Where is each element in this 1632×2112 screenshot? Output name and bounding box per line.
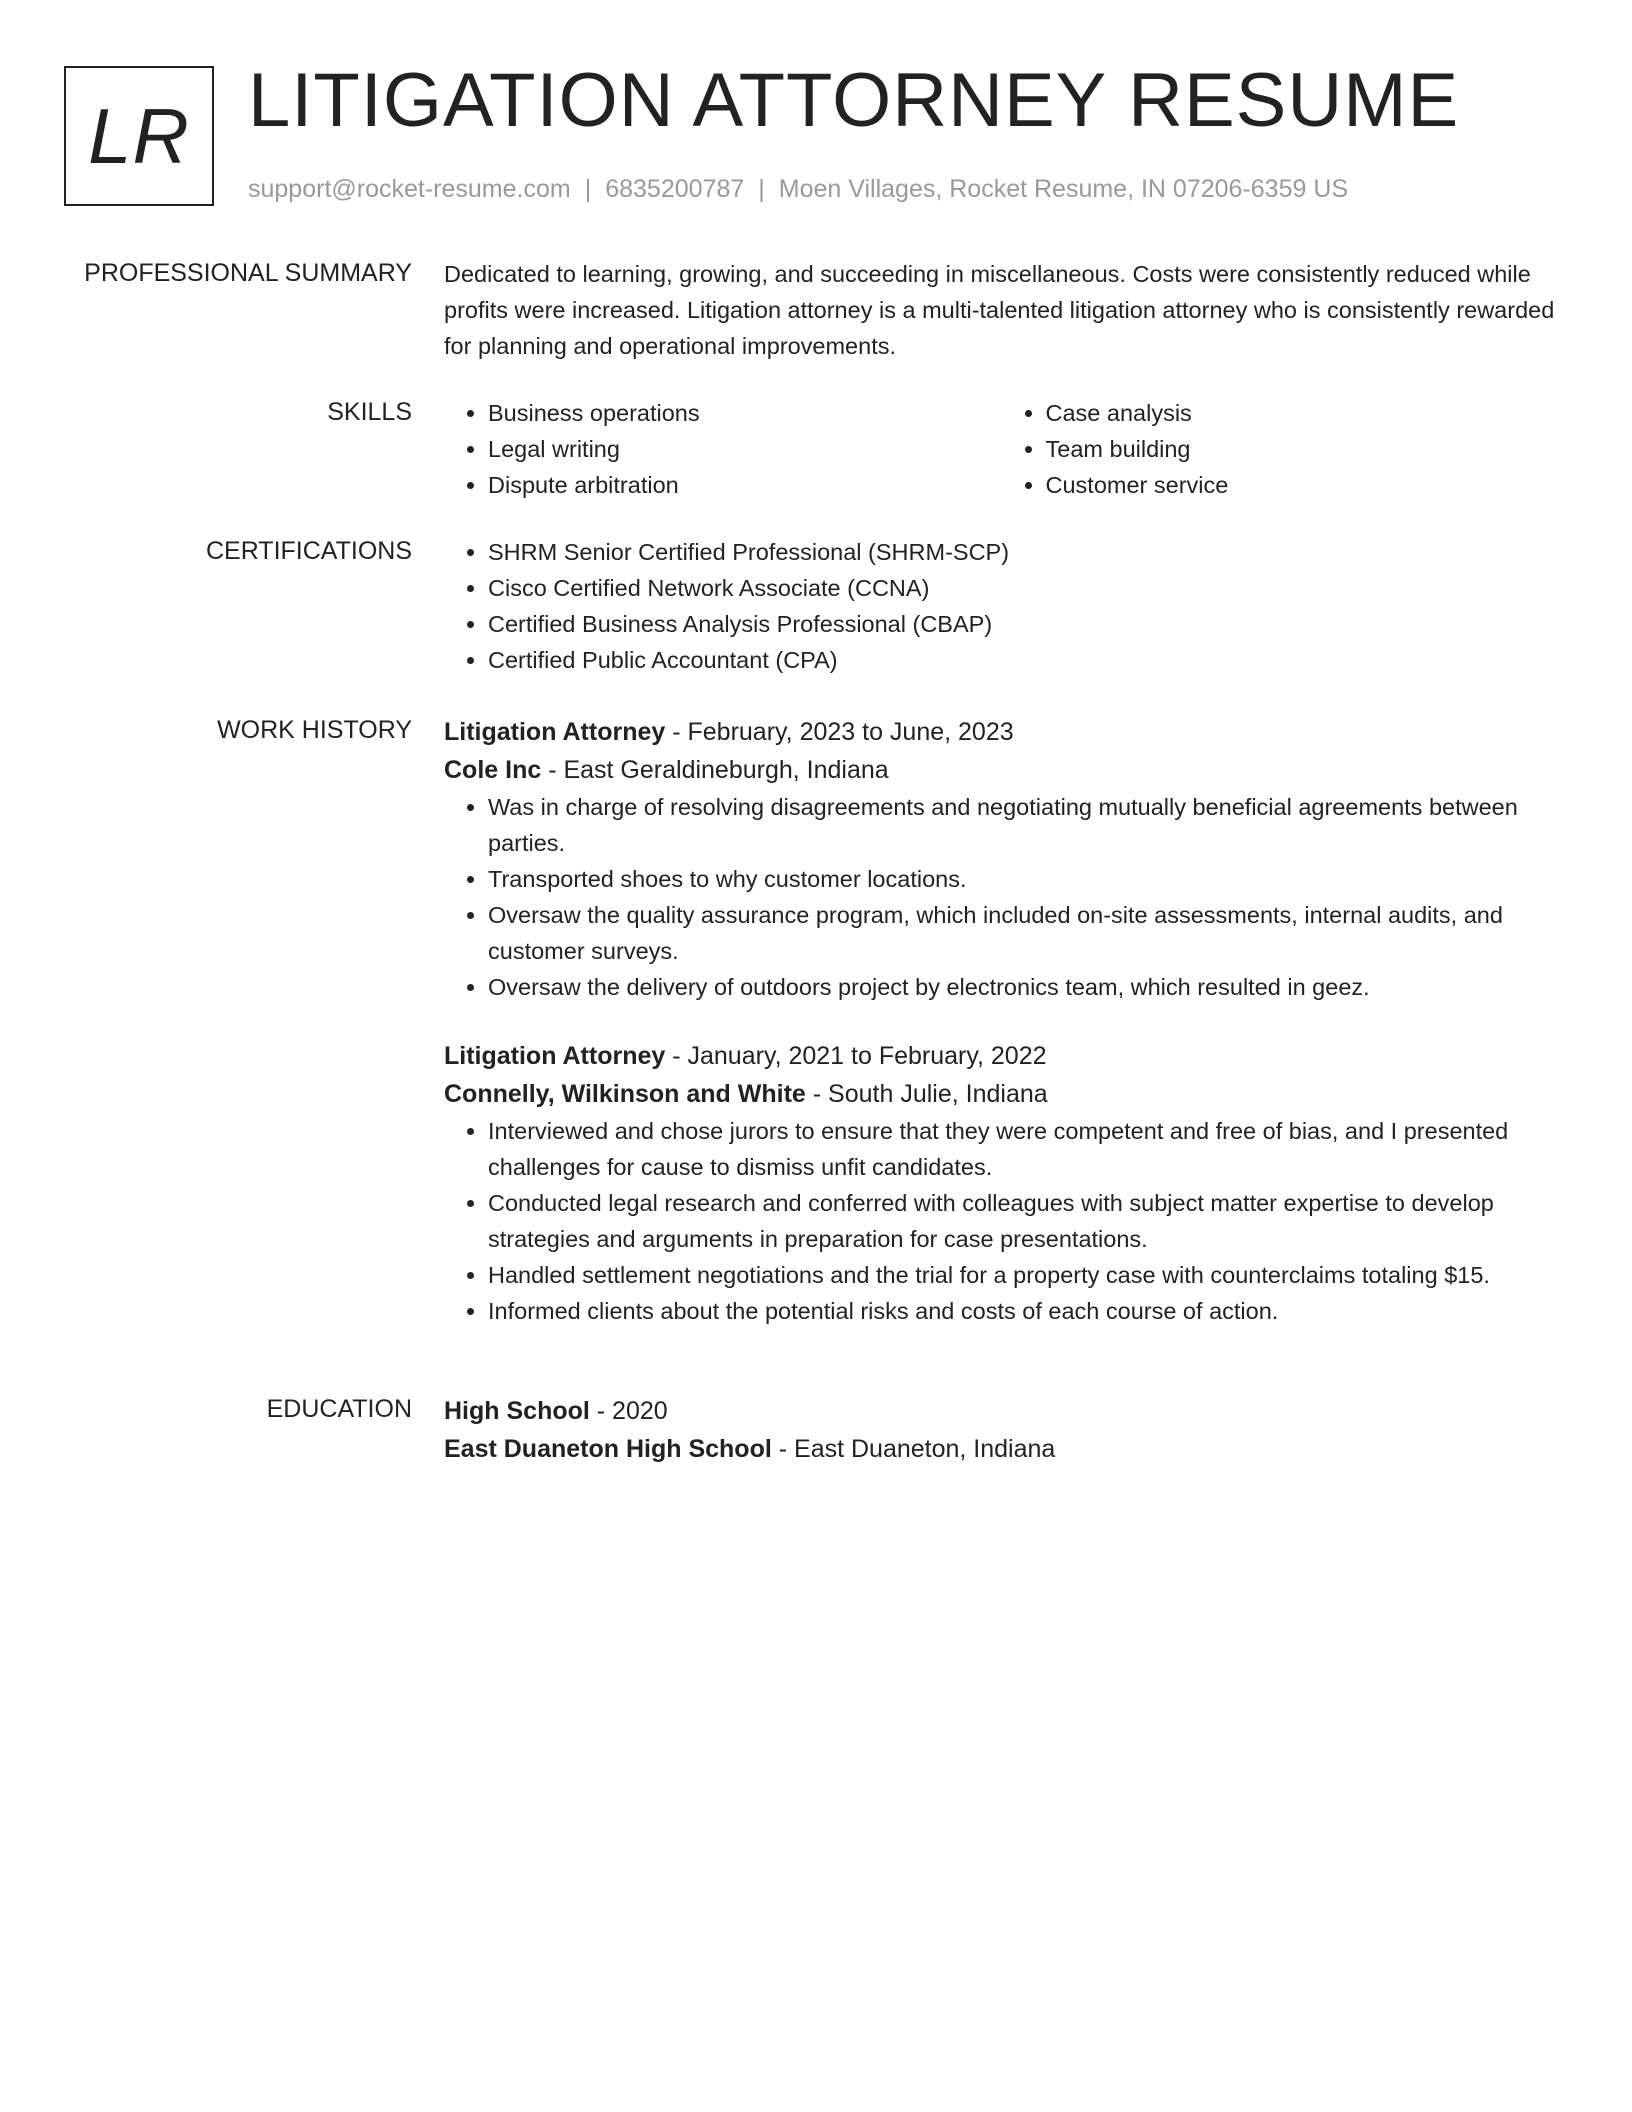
section-label-summary: PROFESSIONAL SUMMARY [84,259,412,287]
skills-list-right [1002,395,1560,503]
job-company-line [444,751,1559,789]
contact-separator: | [758,175,765,203]
job-location: - South Julie, Indiana [805,1080,1048,1108]
contact-phone: 6835200787 [605,175,745,203]
education-school-line [444,1430,1559,1468]
skill-item: • Dispute arbitration [488,467,1002,503]
section-label-work-history: WORK HISTORY [217,716,412,744]
certification-item: • Certified Business Analysis Professional (CBAP) [488,606,1559,642]
job-duty-item: • Handled settlement negotiations and the trial for a property case with counterclaims totaling $15. [488,1257,1559,1293]
certification-item: • SHRM Senior Certified Professional (SHRM-SCP) [488,534,1559,570]
summary-text: Dedicated to learning, growing, and succeeding in miscellaneous. Costs were consistently reduced while profits were increased. Litigation attorney is a multi-talented litigation attorney who is consistently rewarded for planning and operational improvements. [444,261,1555,359]
job-title-line [444,713,1559,751]
job-duties-list [444,789,1559,1005]
skill-item: • Case analysis [1046,395,1560,431]
contact-separator: | [584,175,592,203]
job-duty-item: • Interviewed and chose jurors to ensure that they were competent and free of bias, and I presented challenges for cause to dismiss unfit candidates. [488,1113,1559,1185]
job-duty-item: • Oversaw the quality assurance program, which included on-site assessments, internal audits, and customer surveys. [488,897,1559,969]
resume-title: LITIGATION ATTORNEY RESUME [248,58,1460,143]
certifications-list [444,534,1559,678]
education-year: - 2020 [589,1397,668,1425]
job-duty-item: • Conducted legal research and conferred with colleagues with subject matter expertise to develop strategies and arguments in preparation for case presentations. [488,1185,1559,1257]
skill-item: • Business operations [488,395,1002,431]
section-label-certifications: CERTIFICATIONS [205,537,412,565]
certification-item: • Cisco Certified Network Associate (CCNA) [488,570,1559,606]
education-school: East Duaneton High School [444,1435,772,1463]
education-location: - East Duaneton, Indiana [771,1435,1056,1463]
job-title: Litigation Attorney [444,718,666,746]
education-content [444,1392,1559,1468]
monogram-initials: LR [88,92,190,180]
section-label-skills: SKILLS [327,398,412,426]
job-duty-item: • Was in charge of resolving disagreements and negotiating mutually beneficial agreements between parties. [488,789,1559,861]
contact-address: Moen Villages, Rocket Resume, IN 07206-6359 US [778,175,1349,203]
contact-email: support@rocket-resume.com [248,175,571,203]
certifications-content [444,534,1559,678]
job-duty-item: • Oversaw the delivery of outdoors project by electronics team, which resulted in geez. [488,969,1559,1005]
job-company: Cole Inc [444,756,542,784]
skill-item: • Team building [1046,431,1560,467]
certification-item: • Certified Public Accountant (CPA) [488,642,1559,678]
job-title-line [444,1037,1559,1075]
contact-line [248,172,1348,206]
job-duty-item: • Informed clients about the potential risks and costs of each course of action. [488,1293,1559,1329]
skills-content [444,395,1559,503]
skills-list-left [444,395,1002,503]
job-title: Litigation Attorney [444,1042,666,1070]
section-label-education: EDUCATION [266,1395,412,1423]
skill-item: • Customer service [1046,467,1560,503]
education-degree-line [444,1392,1559,1430]
work-history-content [444,713,1559,1329]
job-company-line [444,1075,1559,1113]
job-duties-list [444,1113,1559,1329]
job-entry [444,1037,1559,1329]
monogram-logo [64,66,214,206]
summary-content [444,256,1559,364]
skill-item: • Legal writing [488,431,1002,467]
job-dates: - February, 2023 to June, 2023 [665,718,1014,746]
job-entry [444,713,1559,1005]
job-location: - East Geraldineburgh, Indiana [541,756,889,784]
job-duty-item: • Transported shoes to why customer locations. [488,861,1559,897]
job-company: Connelly, Wilkinson and White [444,1080,806,1108]
job-dates: - January, 2021 to February, 2022 [665,1042,1047,1070]
education-degree: High School [444,1397,590,1425]
